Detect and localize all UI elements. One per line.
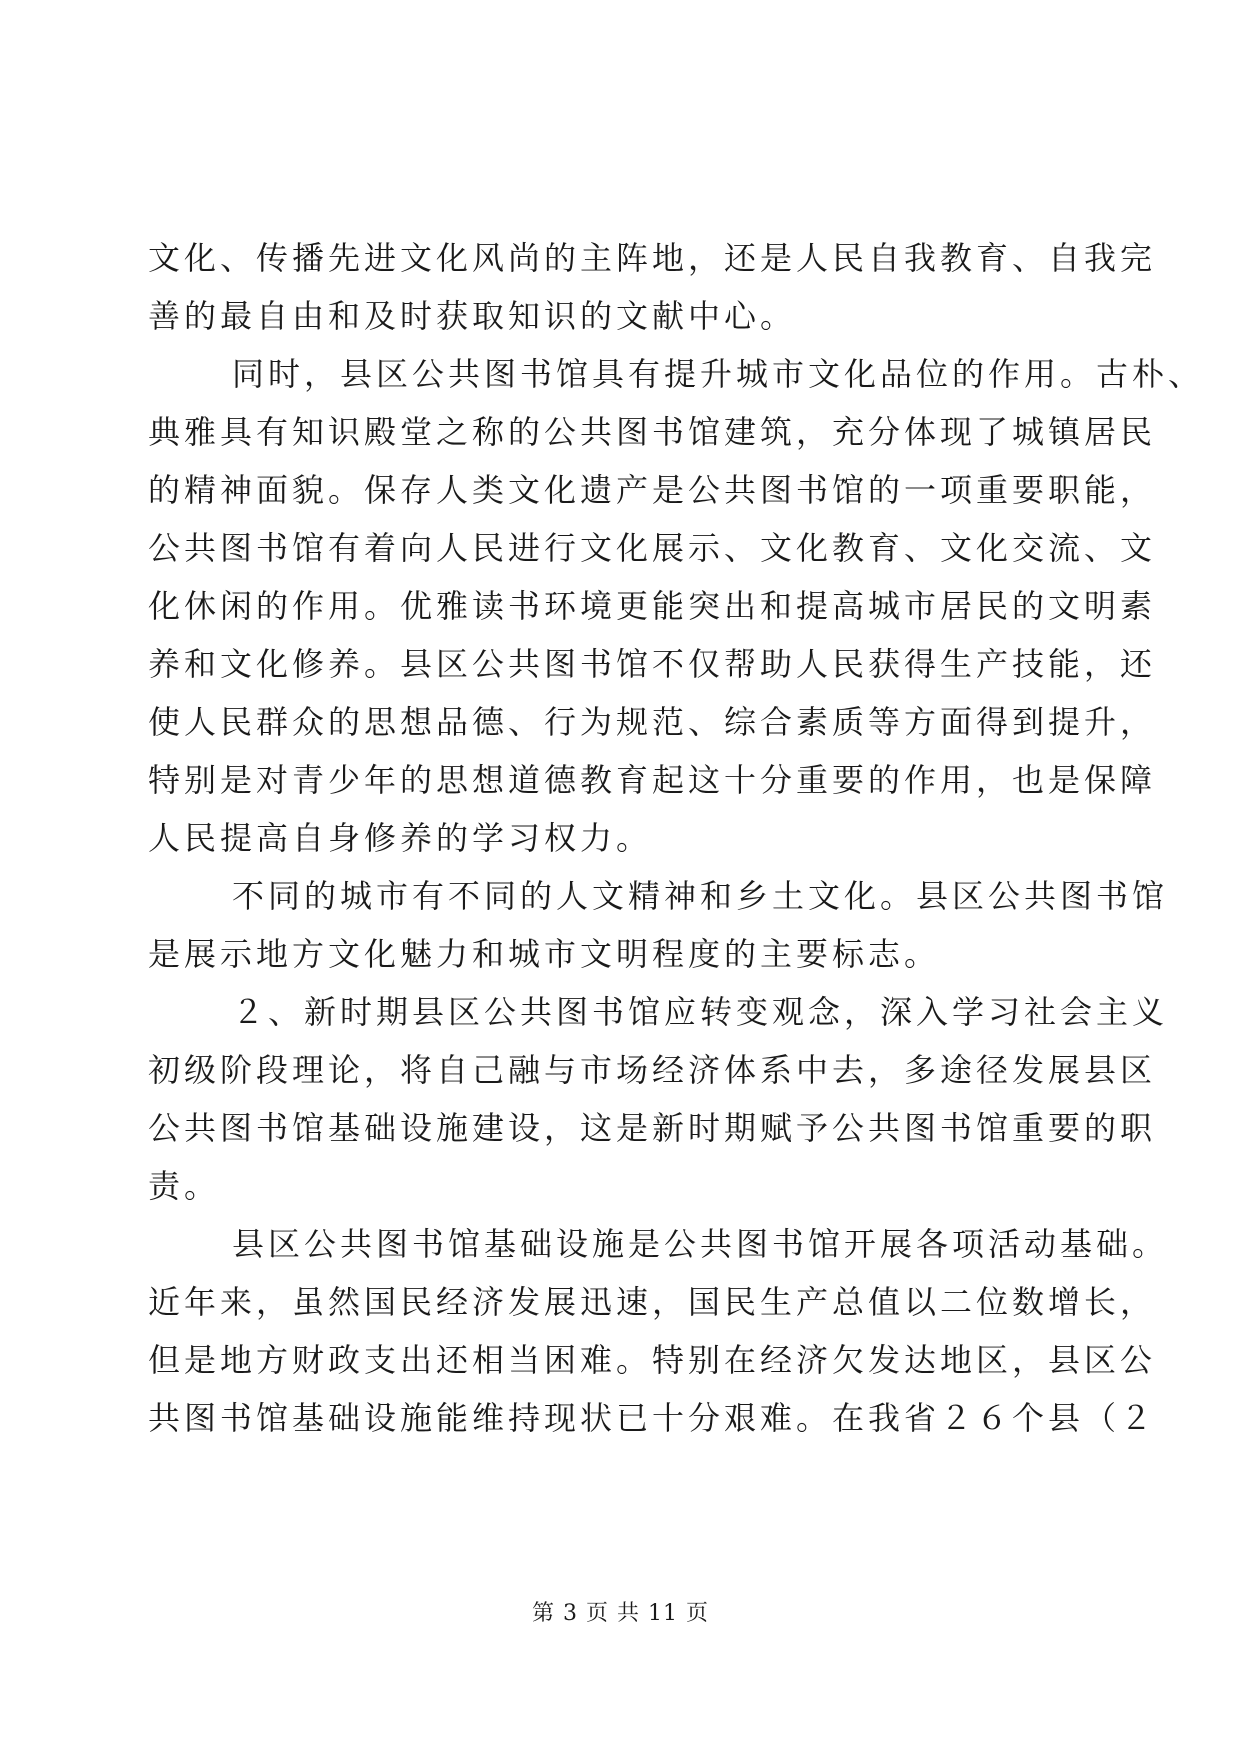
page-footer — [0, 1599, 1241, 1629]
text-line: 典雅具有知识殿堂之称的公共图书馆建筑，充分体现了城镇居民 — [148, 413, 1157, 451]
paragraph-start-line: 同时，县区公共图书馆具有提升城市文化品位的作用。古朴、 — [232, 355, 1205, 393]
text-line: 养和文化修养。县区公共图书馆不仅帮助人民获得生产技能，还 — [148, 645, 1157, 683]
text-line: 人民提高自身修养的学习权力。 — [148, 819, 653, 857]
text-line: 公共图书馆有着向人民进行文化展示、文化教育、文化交流、文 — [148, 529, 1157, 567]
paragraph-start-line: 不同的城市有不同的人文精神和乡土文化。县区公共图书馆 — [232, 877, 1169, 915]
text-line: 公共图书馆基础设施建设，这是新时期赋予公共图书馆重要的职 — [148, 1109, 1157, 1147]
text-line: 责。 — [148, 1167, 221, 1205]
text-line: 的精神面貌。保存人类文化遗产是公共图书馆的一项重要职能， — [148, 471, 1157, 509]
paragraph-start-line: 县区公共图书馆基础设施是公共图书馆开展各项活动基础。 — [232, 1225, 1169, 1263]
text-line: 文化、传播先进文化风尚的主阵地，还是人民自我教育、自我完 — [148, 239, 1157, 277]
text-line: 但是地方财政支出还相当困难。特别在经济欠发达地区，县区公 — [148, 1341, 1157, 1379]
text-line: 特别是对青少年的思想道德教育起这十分重要的作用，也是保障 — [148, 761, 1157, 799]
paragraph-start-line: ２、新时期县区公共图书馆应转变观念，深入学习社会主义 — [232, 993, 1169, 1031]
text-line: 化休闲的作用。优雅读书环境更能突出和提高城市居民的文明素 — [148, 587, 1157, 625]
body-text — [148, 229, 1205, 1447]
text-line: 使人民群众的思想品德、行为规范、综合素质等方面得到提升， — [148, 703, 1157, 741]
page-number-label: 第 3 页 共 11 页 — [532, 1601, 709, 1626]
text-line: 是展示地方文化魅力和城市文明程度的主要标志。 — [148, 935, 941, 973]
text-line: 近年来，虽然国民经济发展迅速，国民生产总值以二位数增长， — [148, 1283, 1157, 1321]
text-line: 共图书馆基础设施能维持现状已十分艰难。在我省２６个县（２ — [148, 1399, 1157, 1437]
text-line: 善的最自由和及时获取知识的文献中心。 — [148, 297, 797, 335]
text-line: 初级阶段理论，将自己融与市场经济体系中去，多途径发展县区 — [148, 1051, 1157, 1089]
